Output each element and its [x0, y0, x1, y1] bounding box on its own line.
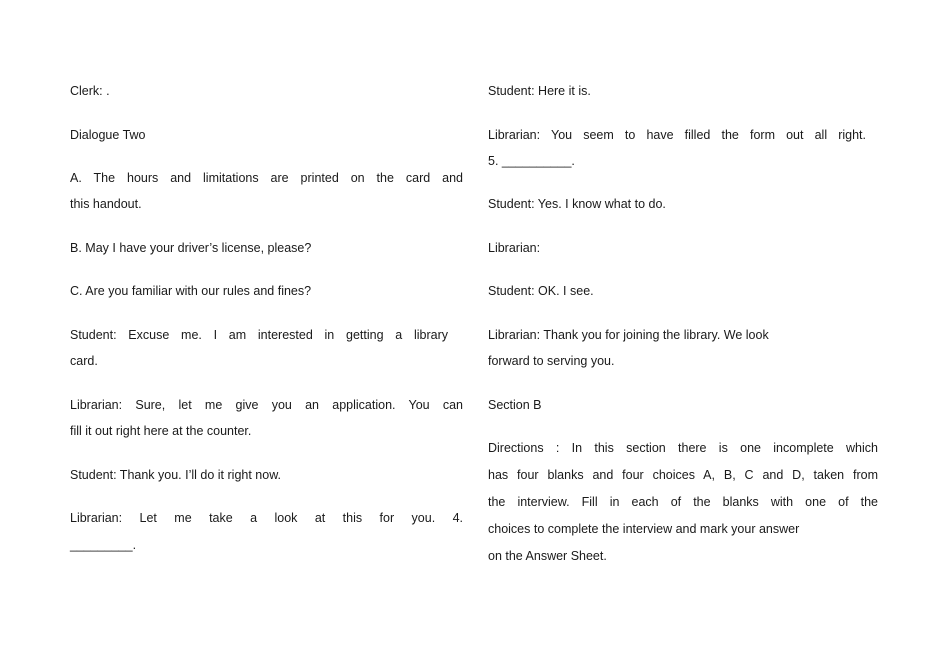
librarian-line1: Librarian: Sure, let me give you an application. You can [70, 398, 463, 412]
directions-line3: the interview. Fill in each of the blanks with one of the [488, 495, 878, 509]
student-ok: Student: OK. I see. [488, 284, 594, 298]
directions-line2: has four blanks and four choices A, B, C and D, taken from [488, 468, 878, 482]
directions-line1: Directions : In this section there is one incomplete which [488, 441, 878, 455]
directions-line5: on the Answer Sheet. [488, 549, 607, 563]
librarian-filled-line1: Librarian: You seem to have filled the form out all right. [488, 128, 866, 142]
option-b: B. May I have your driver’s license, please? [70, 241, 312, 255]
librarian-thanks-line1: Librarian: Thank you for joining the library. We look [488, 328, 769, 342]
librarian-thanks-line2: forward to serving you. [488, 354, 615, 368]
student-line1: Student: Excuse me. I am interested in getting a library [70, 328, 448, 342]
section-title: Section B [488, 398, 542, 412]
directions-line4: choices to complete the interview and mark your answer [488, 522, 800, 536]
librarian-line2: fill it out right here at the counter. [70, 424, 252, 438]
librarian-empty: Librarian: [488, 241, 541, 255]
blank-5: 5. __________. [488, 154, 575, 168]
student-here: Student: Here it is. [488, 84, 591, 98]
student-know: Student: Yes. I know what to do. [488, 197, 666, 211]
option-a-line2: this handout. [70, 197, 142, 211]
blank-4: _________. [70, 538, 137, 552]
librarian-look-line1: Librarian: Let me take a look at this for you. 4. [70, 511, 463, 525]
option-a-line1: A. The hours and limitations are printed on the card and [70, 171, 463, 185]
clerk-line: Clerk: . [70, 84, 110, 98]
option-c: C. Are you familiar with our rules and fines? [70, 284, 312, 298]
student-line2: card. [70, 354, 98, 368]
dialogue-title: Dialogue Two [70, 128, 146, 142]
student-thanks: Student: Thank you. I’ll do it right now. [70, 468, 282, 482]
